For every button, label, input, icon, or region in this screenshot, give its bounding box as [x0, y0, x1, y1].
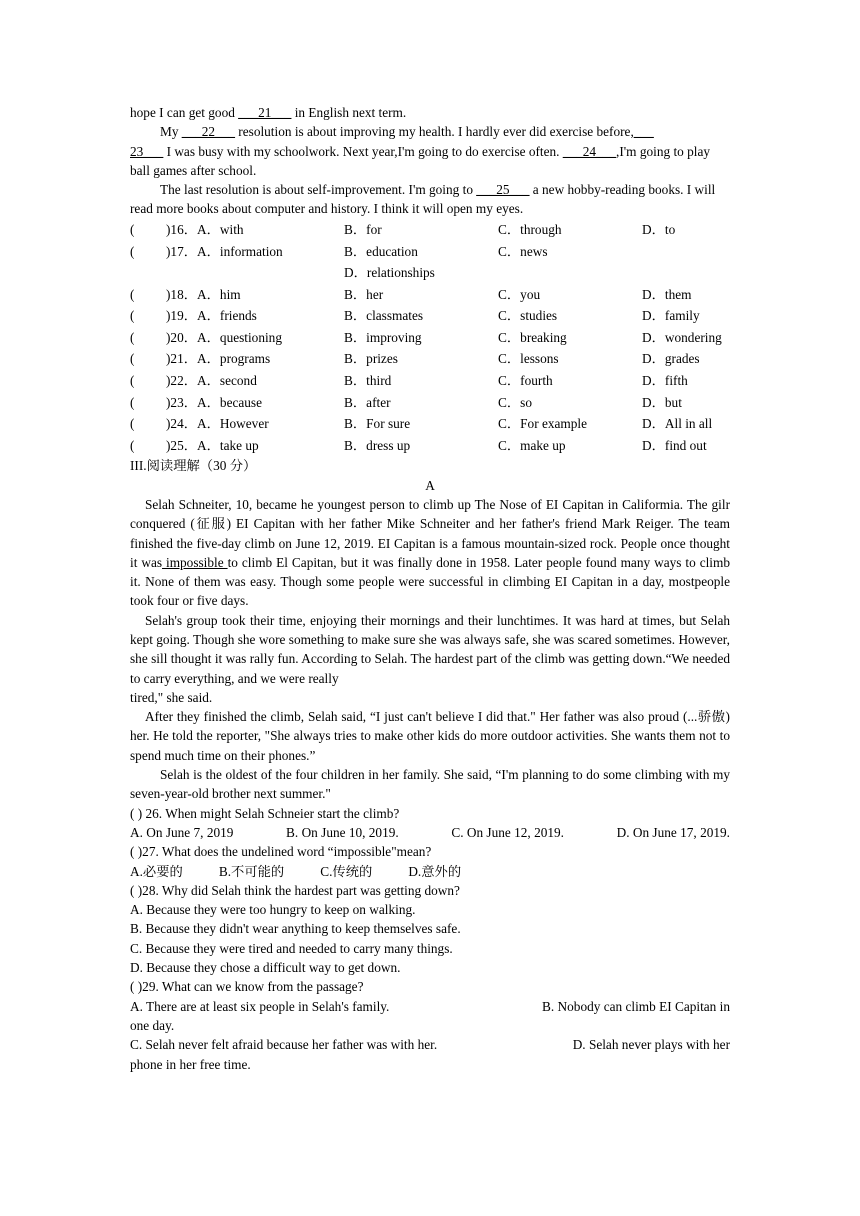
- question-26: ( ) 26. When might Selah Schneier start the climb?: [130, 805, 400, 821]
- option-cell: B．her: [344, 286, 384, 302]
- question-28: ( )28. Why did Selah think the hardest part was getting down?: [130, 882, 460, 898]
- option-cell: D．to: [642, 221, 676, 237]
- section-title: III.阅读理解（30 分）: [130, 458, 257, 474]
- option-row: [130, 413, 730, 435]
- blank-24: ___24___: [562, 143, 617, 159]
- option-cell: B．education: [344, 243, 418, 259]
- passage-a-paragraph-2-end: tired," she said.: [130, 689, 213, 705]
- option: C.传统的: [320, 863, 373, 879]
- question-29: ( )29. What can we know from the passage?: [130, 979, 364, 995]
- option: B. Because they didn't wear anything to keep themselves safe.: [130, 921, 461, 937]
- option-cell: B．classmates: [344, 308, 424, 324]
- passage-label: A: [425, 477, 435, 493]
- text: in English next term.: [291, 105, 407, 120]
- option-cell: )22．A．second: [166, 373, 257, 389]
- option-continued: one day.: [130, 1017, 175, 1033]
- passage-a-paragraph-4: Selah is the oldest of the four children in her family. She said, “I'm planning to do some climbing with my seven-year-old brother next summer.": [130, 767, 730, 802]
- option-cell: )18．A．him: [166, 286, 241, 302]
- option-cell: )16．A．with: [166, 221, 244, 237]
- option-cell: )20．A．questioning: [166, 329, 282, 345]
- option-cell: )21．A．programs: [166, 351, 271, 367]
- option: A. Because they were too hungry to keep on walking.: [130, 902, 416, 918]
- option-cell: (: [130, 373, 135, 389]
- option-cell: D．wondering: [642, 329, 722, 345]
- text: hope I can get good: [130, 105, 239, 120]
- option-cell: B．prizes: [344, 351, 398, 367]
- passage-a-paragraph-3: After they finished the climb, Selah said, “I just can't believe I did that." Her father was also proud (...骄傲) her. He told the reporter, "She always tries to make other kids do more outdoor activities. She wants them not to spend much time on their phones.”: [130, 709, 730, 763]
- option-continued: phone in her free time.: [130, 1056, 251, 1072]
- passage-a-paragraph-2: Selah's group took their time, enjoying their mornings and their lunchtimes. It was hard at times, but Selah kept going. Though she wore something to make sure she was always safe, she was scared sometimes. However, she sill thought it was rally fun. According to Selah. The hardest part of the climb was getting down.“We needed to carry everything, and we were really: [130, 612, 730, 686]
- option: B. On June 10, 2019.: [286, 824, 399, 840]
- option-row: [130, 370, 730, 392]
- option-cell: C．fourth: [498, 373, 553, 389]
- option-cell: B．improving: [344, 329, 422, 345]
- option-cell: B．after: [344, 394, 391, 410]
- option: A. There are at least six people in Selah's family.: [130, 998, 390, 1014]
- option-cell: (: [130, 221, 135, 237]
- option-cell: B．dress up: [344, 437, 411, 453]
- option-cell: (: [130, 394, 135, 410]
- text: resolution is about improving my health. I hardly ever did exercise before,: [234, 124, 634, 140]
- option: B.不可能的: [218, 863, 285, 879]
- option-cell: )17．A．information: [166, 243, 283, 259]
- question-29-options-cd: [130, 1035, 730, 1054]
- cloze-paragraph-3: [130, 180, 730, 219]
- option-cell: (: [130, 416, 135, 432]
- text: The last resolution is about self-improvement. I'm going to: [160, 182, 477, 198]
- option-cell: D．fifth: [642, 373, 688, 389]
- option: D.意外的: [408, 863, 462, 879]
- option-cell: C．breaking: [498, 329, 567, 345]
- blank-22: ___22___: [181, 124, 235, 140]
- option-cell: C．through: [498, 221, 562, 237]
- question-26-options: [130, 823, 730, 842]
- option-cell: )19．A．friends: [166, 308, 257, 324]
- cloze-line-1: [130, 103, 730, 122]
- option-cell: D．relationships: [344, 265, 435, 281]
- option-cell: B．third: [344, 373, 392, 389]
- option: D. Selah never plays with her: [572, 1037, 730, 1053]
- option-cell: (: [130, 308, 135, 324]
- cloze-options: [130, 219, 730, 457]
- option-cell: )24．A．However: [166, 416, 269, 432]
- option: A. On June 7, 2019: [130, 824, 234, 840]
- option-row: [130, 327, 730, 349]
- option-row: [130, 240, 730, 262]
- option-cell: (: [130, 286, 135, 302]
- text: ,I'm going to play ball games after school.: [130, 143, 711, 178]
- option-cell: C．news: [498, 243, 548, 259]
- option-cell: C．you: [498, 286, 541, 302]
- option: C. Because they were tired and needed to carry many things.: [130, 940, 453, 956]
- blank-25: ___25___: [476, 182, 530, 198]
- option-cell: D．family: [642, 308, 700, 324]
- text: My: [160, 124, 182, 140]
- option-cell: (: [130, 243, 135, 259]
- passage-a-paragraph-1: [130, 495, 730, 611]
- option-cell: )25．A．take up: [166, 437, 259, 453]
- option: C. On June 12, 2019.: [451, 824, 564, 840]
- option: A.必要的: [130, 863, 183, 879]
- option-cell: C．lessons: [498, 351, 559, 367]
- option: D. Because they chose a difficult way to get down.: [130, 960, 401, 976]
- option-row-continued: [130, 262, 730, 284]
- option-cell: D．them: [642, 286, 692, 302]
- option-row: [130, 219, 730, 241]
- option-row: [130, 305, 730, 327]
- option: D. On June 17, 2019.: [616, 824, 730, 840]
- question-29-options-ab: [130, 997, 730, 1016]
- document-content: [130, 103, 730, 1074]
- blank-21: ___21___: [238, 105, 292, 120]
- option-cell: C．so: [498, 394, 532, 410]
- option-row: [130, 284, 730, 306]
- option-row: [130, 348, 730, 370]
- text: a new hobby-reading books. I will read more books about computer and history. I think it will open my eyes.: [130, 182, 716, 217]
- blank-23-start: ___: [633, 124, 654, 140]
- option: B. Nobody can climb EI Capitan in: [542, 998, 730, 1014]
- option-cell: D．find out: [642, 437, 707, 453]
- option: C. Selah never felt afraid because her father was with her.: [130, 1037, 438, 1053]
- option-cell: D．grades: [642, 351, 700, 367]
- option-cell: (: [130, 329, 135, 345]
- option-cell: (: [130, 351, 135, 367]
- option-cell: C．studies: [498, 308, 558, 324]
- option-cell: D．but: [642, 394, 682, 410]
- text: I was busy with my schoolwork. Next year,I'm going to do exercise often.: [163, 143, 563, 159]
- option-cell: D．All in all: [642, 416, 713, 432]
- option-cell: (: [130, 437, 135, 453]
- cloze-paragraph-2: [130, 122, 730, 180]
- text: to climb El Capitan, but it was finally done in 1958. Later people found many ways to climb it. None of them was easy. Though some people were successful in climbing EI Capitan in a day, mostpeople took four or five days.: [130, 554, 730, 609]
- option-row: [130, 392, 730, 414]
- option-cell: C．make up: [498, 437, 566, 453]
- option-cell: B．For sure: [344, 416, 411, 432]
- text: Selah Schneiter, 10, became he youngest person to climb up The Nose of EI Capitan in Califormia. The gilr conquered (征服) EI Capitan with her father Mike Schneiter and her father's friend Mark Reiger. The team finished the five-day climb on June 12, 2019. EI Capitan is a famous mountain-sized rock. People once thought it was: [130, 496, 730, 570]
- option-cell: C．For example: [498, 416, 588, 432]
- question-27: ( )27. What does the undelined word “impossible"mean?: [130, 844, 432, 860]
- option-cell: B．for: [344, 221, 382, 237]
- blank-23-end: 23___: [130, 143, 164, 159]
- question-27-options: [130, 862, 730, 881]
- option-row: [130, 435, 730, 457]
- option-cell: )23．A．because: [166, 394, 262, 410]
- underlined-word: impossible: [162, 554, 228, 570]
